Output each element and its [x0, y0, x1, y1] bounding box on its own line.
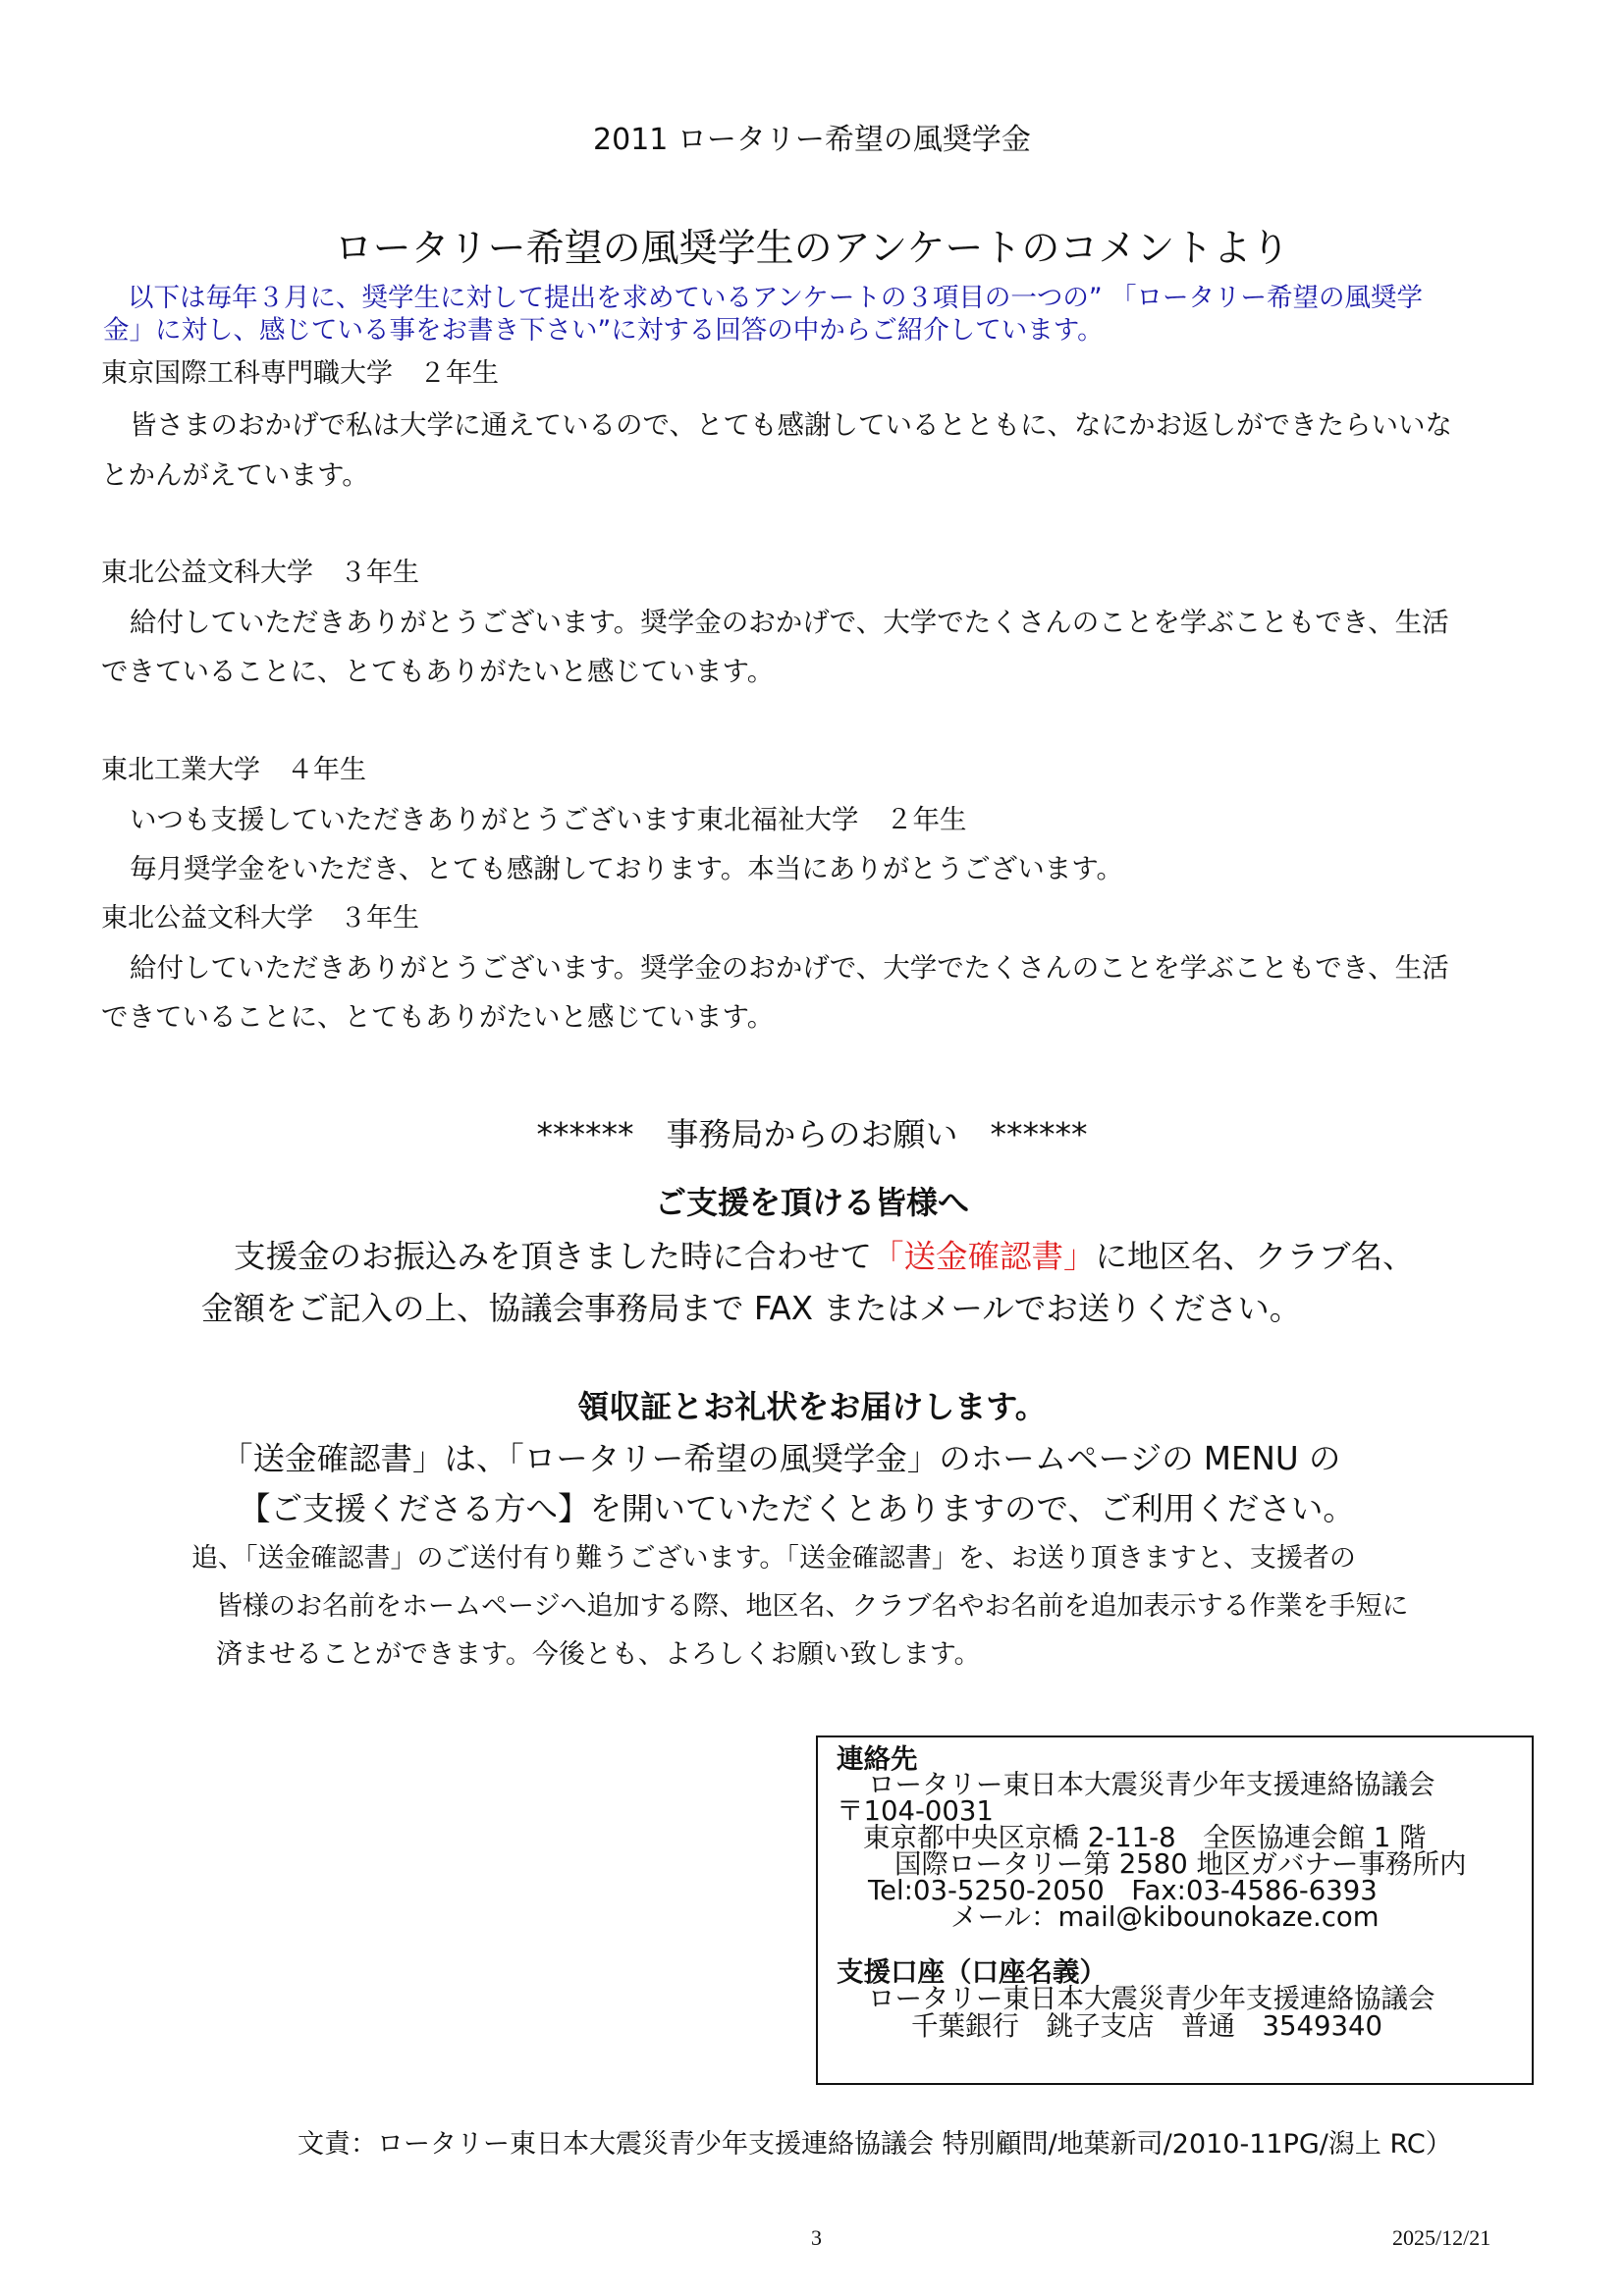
request-line-1-start: 支援金のお振込みを頂きました時に合わせて: [234, 1238, 873, 1275]
account-holder: ロータリー東日本大震災青少年支援連絡協議会: [868, 1983, 1435, 2014]
request-line-2: 金額をご記入の上、協議会事務局まで FAX またはメールでお送りください。: [201, 1290, 1302, 1327]
request-line-1-end: に地区名、クラブ名、: [1095, 1238, 1415, 1275]
contact-phone-fax: Tel:03-5250-2050 Fax:03-4586-6393: [868, 1875, 1378, 1906]
receipt-heading: 領収証とお礼状をお届けします。: [577, 1388, 1047, 1425]
entry-2-comment-line-1: 給付していただきありがとうございます。奨学金のおかげで、大学でたくさんのことを学ぶこともでき、生活: [130, 607, 1449, 638]
contact-box: [816, 1735, 1534, 2085]
entry-3-comment-line-2: 毎月奨学金をいただき、とても感謝しております。本当にありがとうございます。: [130, 853, 1123, 884]
entry-4-comment-line-2: できていることに、とてもありがたいと感じています。: [101, 1001, 775, 1033]
document-header: 2011 ロータリー希望の風奨学金: [593, 123, 1031, 157]
contact-org: ロータリー東日本大震災青少年支援連絡協議会: [868, 1769, 1435, 1800]
entry-3-comment-line-1: いつも支援していただきありがとうございます東北福祉大学 ２年生: [130, 804, 967, 835]
page-number: 3: [811, 2225, 822, 2250]
entry-2-school: 東北公益文科大学 ３年生: [101, 558, 419, 588]
office-request-heading: ****** 事務局からのお願い ******: [536, 1115, 1088, 1153]
contact-address: 東京都中央区京橋 2-11-8 全医協連会館 1 階: [863, 1822, 1427, 1853]
note-line-1: 追、「送金確認書」のご送付有り難うございます。「送金確認書」を、お送り頂きますと、支援者の: [191, 1543, 1356, 1574]
entry-4-comment-line-1: 給付していただきありがとうございます。奨学金のおかげで、大学でたくさんのことを学ぶこともでき、生活: [130, 952, 1449, 984]
entry-1-comment-line-2: とかんがえています。: [101, 459, 369, 491]
contact-email: メール：mail@kibounokaze.com: [950, 1901, 1380, 1933]
remittance-form-highlight: 「送金確認書」: [872, 1238, 1096, 1275]
credit-line: 文責：ロータリー東日本大震災青少年支援連絡協議会 特別顧問/地葉新司/2010-11PG/潟上 RC）: [298, 2129, 1452, 2160]
supporters-heading: ご支援を頂ける皆様へ: [654, 1184, 969, 1221]
contact-postal-code: 〒104-0031: [837, 1795, 994, 1827]
account-label: 支援口座（口座名義）: [837, 1956, 1107, 1988]
form-info-line-1: 「送金確認書」は、「ロータリー希望の風奨学金」のホームページの MENU の: [221, 1440, 1341, 1477]
entry-2-comment-line-2: できていることに、とてもありがたいと感じています。: [101, 656, 775, 687]
entry-1-comment-line-1: 皆さまのおかげで私は大学に通えているので、とても感謝しているとともに、なにかお返しができたらいいな: [130, 409, 1452, 441]
document-date: 2025/12/21: [1392, 2225, 1491, 2250]
contact-office: 国際ロータリー第 2580 地区ガバナー事務所内: [894, 1848, 1467, 1880]
entry-1-school: 東京国際工科専門職大学 ２年生: [101, 358, 499, 389]
entry-4-school: 東北公益文科大学 ３年生: [101, 903, 419, 934]
request-line-1: [234, 1232, 1415, 1277]
entry-3-school: 東北工業大学 ４年生: [101, 755, 366, 785]
note-line-2: 皆様のお名前をホームページへ追加する際、地区名、クラブ名やお名前を追加表示する作業を手短に: [216, 1591, 1409, 1622]
contact-label: 連絡先: [837, 1743, 918, 1775]
page-title: ロータリー希望の風奨学生のアンケートのコメントより: [334, 227, 1290, 271]
bank-account: 千葉銀行 銚子支店 普通 3549340: [911, 2010, 1382, 2042]
form-info-line-2: 【ご支援くださる方へ】を開いていただくとありますので、ご利用ください。: [239, 1490, 1355, 1527]
note-line-3: 済ませることができます。今後とも、よろしくお願い致します。: [216, 1639, 981, 1670]
intro-line-1: 以下は毎年３月に、奨学生に対して提出を求めているアンケートの３項目の一つの” 「ロータリー希望の風奨学: [128, 283, 1424, 313]
intro-line-2: 金」に対し、感じている事をお書き下さい”に対する回答の中からご紹介しています。: [103, 315, 1104, 346]
